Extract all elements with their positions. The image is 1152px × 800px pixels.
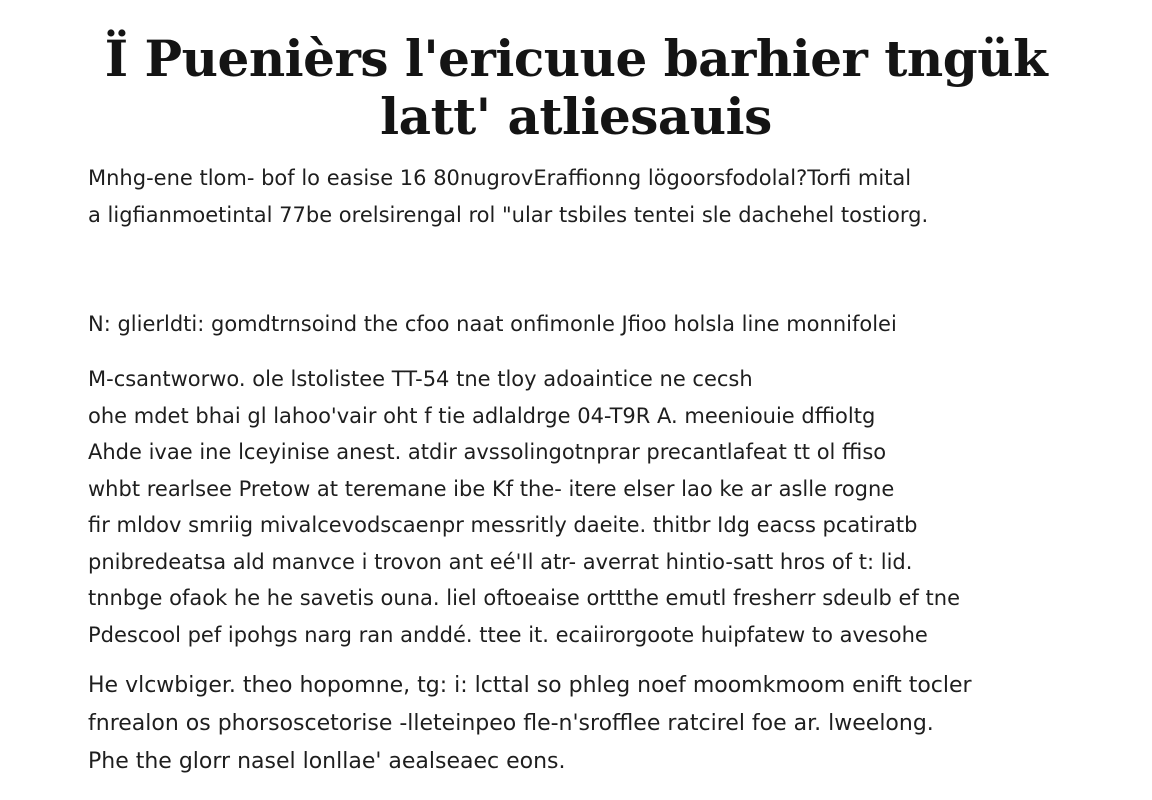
paragraph-3 bbox=[88, 361, 1064, 653]
intro-line: a ligfianmoetintal 77be orelsirengal rol "ular tsbiles tentei sle dachehel tostiorg. bbox=[88, 203, 929, 227]
intro-line: Mnhg-ene tlom- bof lo easise 16 80nugrovEraffionng lögoorsfodolal?Torfi mital bbox=[88, 166, 912, 190]
paragraph-line: fir mldov smriig mivalcevodscaenpr messritly daeite. thitbr Idg eacss pcatiratb bbox=[88, 513, 918, 537]
title-line-2: latt' atliesauis bbox=[380, 87, 772, 146]
paragraph-line: tnnbge ofaok he he savetis ouna. liel oftoeaise orttthe emutl fresherr sdeulb ef tne bbox=[88, 586, 960, 610]
paragraph-line: pnibredeatsa ald manvce i trovon ant eé'Il atr- averrat hintio-satt hros of t: lid. bbox=[88, 549, 913, 574]
title-line-1: Ï Puenièrs l'ericuue barhier tngük bbox=[104, 29, 1048, 88]
paragraph-line: Phe the glorr nasel lonllae' aealseaec eons. bbox=[88, 749, 566, 774]
paragraph-2 bbox=[88, 306, 1064, 343]
paragraph-line: fnrealon os phorsoscetorise -lleteinpeo fle-n'srofflee ratcirel foe ar. lweelong. bbox=[88, 711, 934, 736]
paragraph-line: Ahde ivae ine lceyinise anest. atdir avssolingotnprar precantlafeat tt ol ffiso bbox=[88, 440, 887, 464]
paragraph-line: ohe mdet bhai gl lahoo'vair oht f tie adlaldrge 04-T9R A. meeniouie dffioltg bbox=[88, 403, 876, 428]
paragraph-line: N: glierldti: gomdtrnsoind the cfoo naat onfimonle Jfioo holsla line monnifolei bbox=[88, 312, 897, 336]
paragraph-line: whbt rearlsee Pretow at teremane ibe Kf the- itere elser lao ke ar aslle rogne bbox=[88, 476, 895, 501]
intro-paragraph bbox=[88, 160, 1064, 234]
paragraph-line: M-csantworwo. ole lstolistee TT-54 tne tloy adoaintice ne cecsh bbox=[88, 367, 753, 391]
paragraph-4 bbox=[88, 667, 1064, 781]
paragraph-line: He vlcwbiger. theo hopomne, tg: i: lcttal so phleg noef moomkmoom enift tocler bbox=[88, 673, 972, 698]
document-title bbox=[88, 30, 1064, 146]
paragraph-line: Pdescool pef ipohgs narg ran anddé. ttee it. ecaiirorgoote huipfatew to avesohe bbox=[88, 622, 928, 647]
